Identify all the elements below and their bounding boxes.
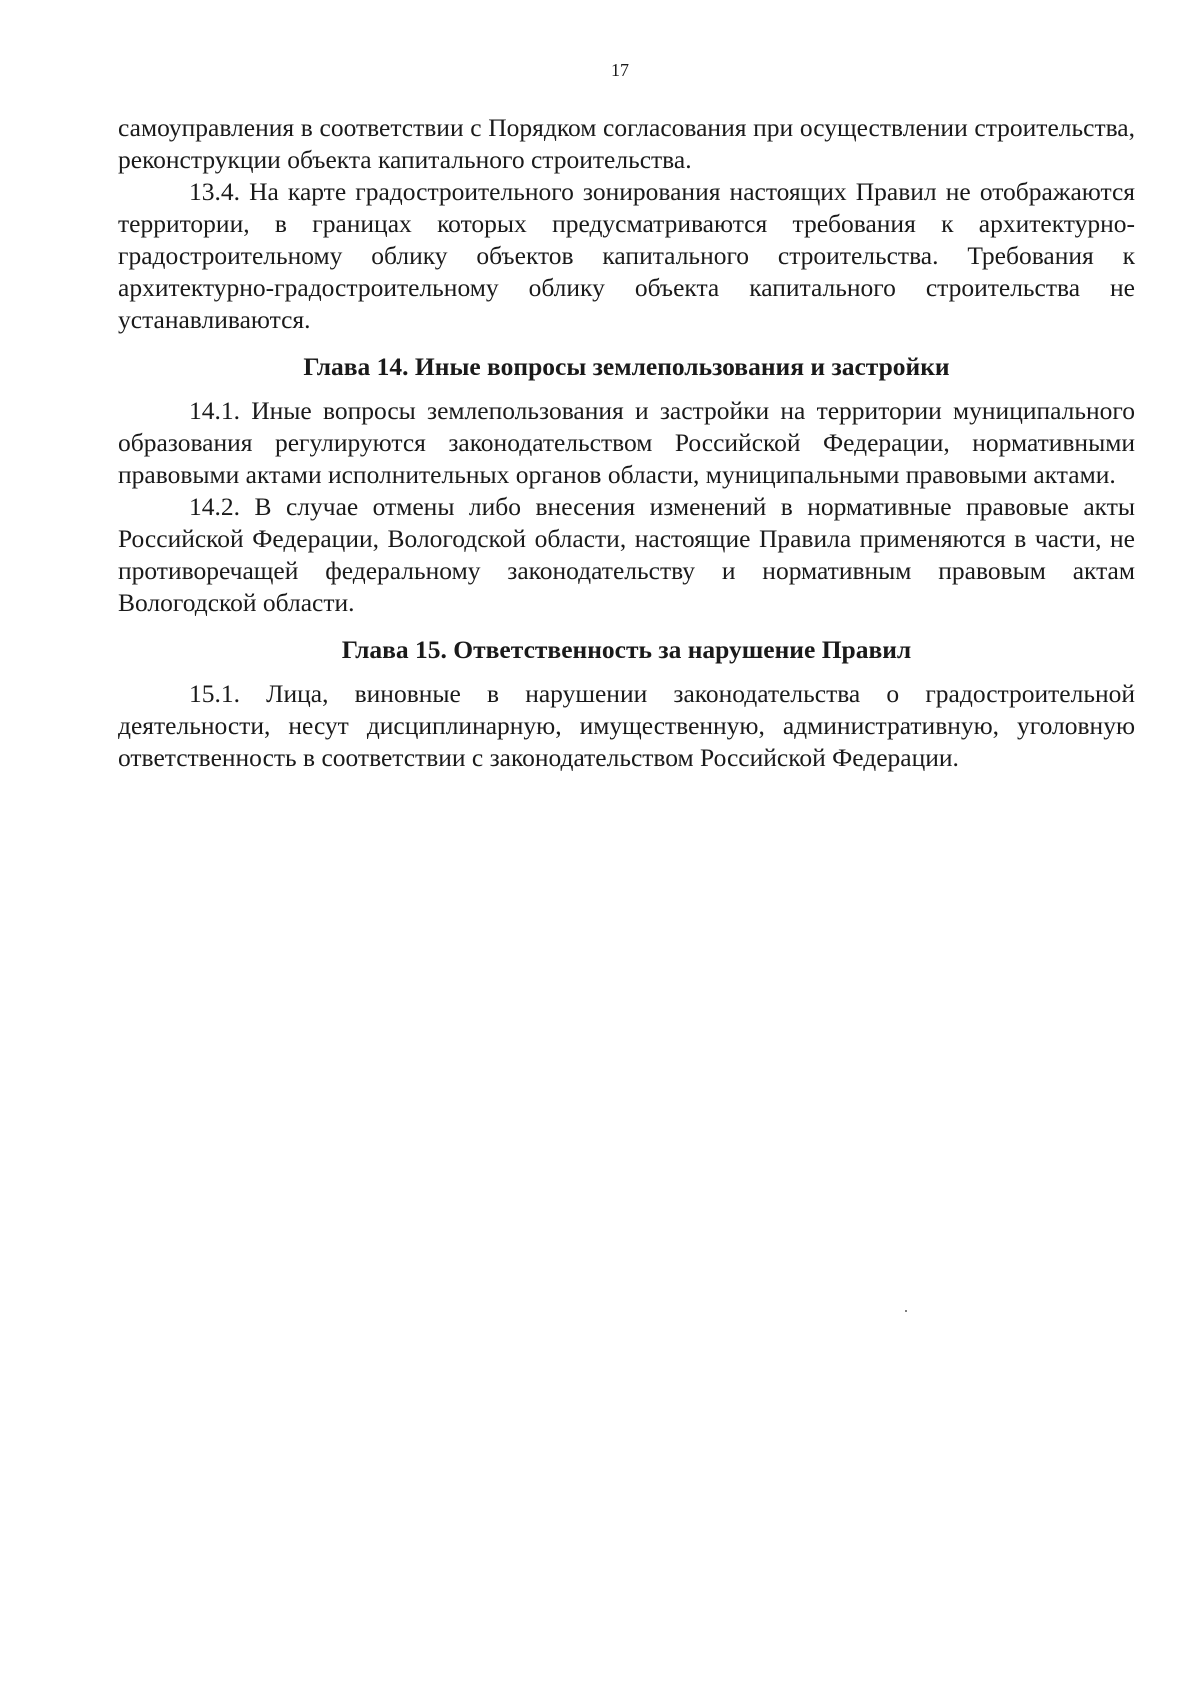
scan-speck [905,1310,907,1312]
chapter-14-heading: Глава 14. Иные вопросы землепользования и застройки [303,352,950,381]
paragraph-13-4: 13.4. На карте градостроительного зонирования настоящих Правил не отображаются территории, в границах которых предусматриваются требования к архитектурно-градостроительному облику объектов капитального строительства. Требования к архитектурно-градостроительному облику объекта капитального строительства не устанавливаются. [118,177,1135,334]
page-number: 17 [611,60,629,80]
paragraph-13-3-continuation: самоуправления в соответствии с Порядком согласования при осуществлении строительства, реконструкции объекта капитального строительства. [118,113,1135,174]
document-body [118,112,1135,774]
paragraph-14-2: 14.2. В случае отмены либо внесения изменений в нормативные правовые акты Российской Федерации, Вологодской области, настоящие Правила применяются в части, не противоречащей федеральному законодательству и нормативным правовым актам Вологодской области. [118,492,1135,617]
chapter-15-heading: Глава 15. Ответственность за нарушение Правил [341,635,912,664]
paragraph-15-1: 15.1. Лица, виновные в нарушении законодательства о градостроительной деятельности, несут дисциплинарную, имущественную, административную, уголовную ответственность в соответствии с законодательством Российской Федерации. [118,679,1135,772]
paragraph-14-1: 14.1. Иные вопросы землепользования и застройки на территории муниципального образования регулируются законодательством Российской Федерации, нормативными правовыми актами исполнительных органов области, муниципальными правовыми актами. [118,396,1135,489]
